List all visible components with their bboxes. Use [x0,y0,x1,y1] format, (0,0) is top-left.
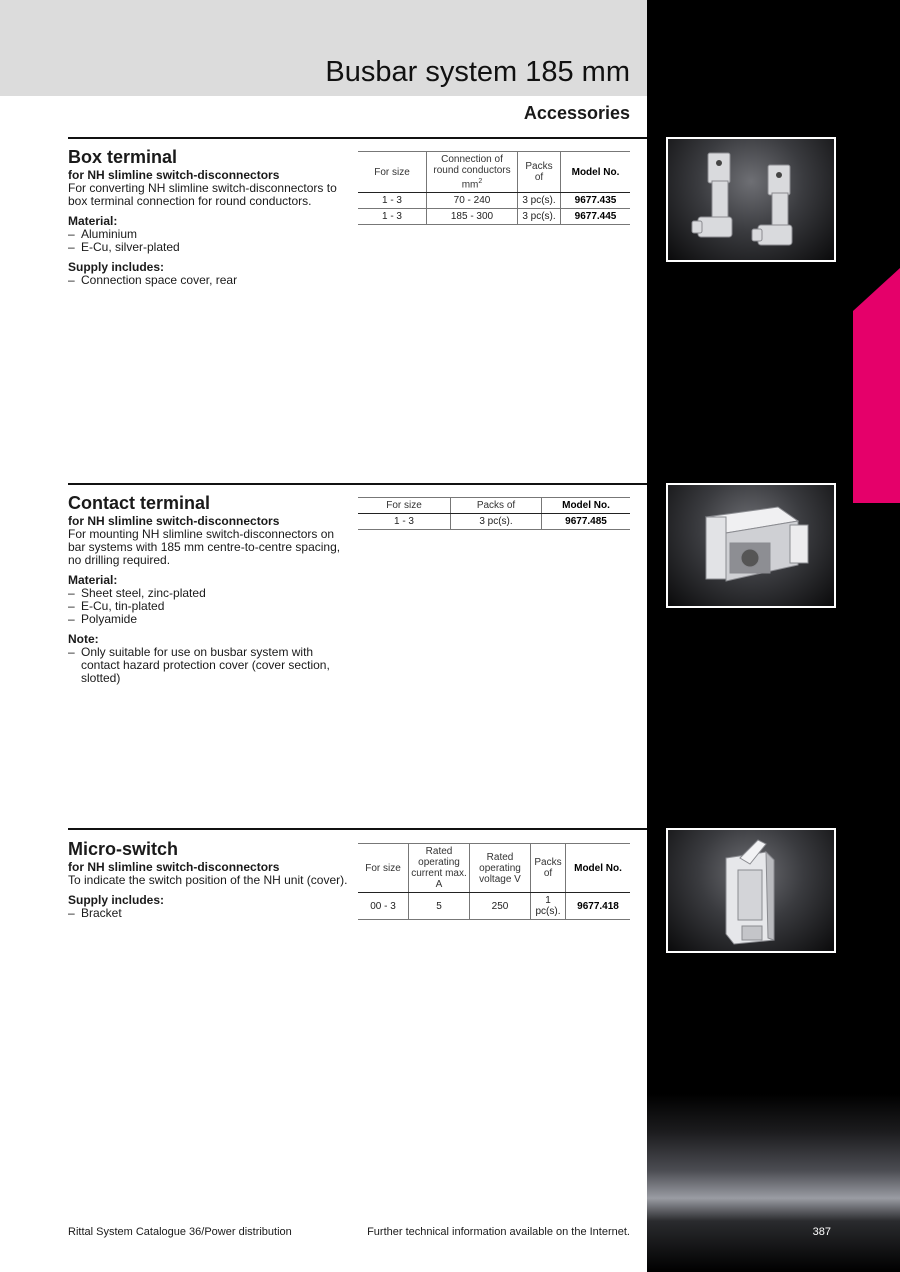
product-photo-contact-terminal [666,483,836,608]
section-title-box-terminal: Box terminal [68,147,178,167]
column-header: Rated operating voltage V [470,844,531,893]
description: For converting NH slimline switch-disconnectors to box terminal connection for round conductors. [68,181,337,208]
material-label: Material: [68,214,118,228]
column-header: Model No. [561,152,631,193]
supply-list [68,907,348,920]
table-cell: 5 [409,893,470,920]
contact-terminal-illustration [668,485,834,606]
subtitle: for NH slimline switch-disconnectors [68,168,280,182]
section-title-micro-switch: Micro-switch [68,839,179,859]
table-cell: 00 - 3 [358,893,409,920]
table-cell: 70 - 240 [427,193,518,209]
table-cell: 185 - 300 [427,209,518,225]
model-number: 9677.485 [542,514,631,530]
model-number: 9677.445 [561,209,631,225]
spec-table-contact-terminal [358,497,630,530]
table-row [358,193,630,209]
list-item: – Aluminium [68,228,348,241]
list-item: – Only suitable for use on busbar system with contact hazard protection cover (cover section, slotted) [68,646,348,685]
section-body-box-terminal [68,169,348,287]
section-divider [68,137,647,139]
footer-catalogue: Rittal System Catalogue 36/Power distribution [68,1226,292,1238]
header-unit: mm [461,179,479,191]
supply-list [68,274,348,287]
column-header: Model No. [566,844,631,893]
supply-label: Supply includes: [68,260,165,274]
column-header: Packs of [451,498,542,514]
micro-switch-illustration [668,830,834,951]
table-cell: 3 pc(s). [518,209,561,225]
column-header: Rated operating current max. A [409,844,470,893]
footer-info: Further technical information available on the Internet. [367,1226,630,1238]
table-cell: 1 - 3 [358,209,427,225]
column-header: Packs of [518,152,561,193]
note-label: Note: [68,632,99,646]
list-item: – E-Cu, silver-plated [68,241,348,254]
table-row [358,514,630,530]
column-header: For size [358,498,451,514]
table-row [358,209,630,225]
column-header: For size [358,844,409,893]
table-cell: 250 [470,893,531,920]
table-cell: 1 pc(s). [531,893,566,920]
model-number: 9677.435 [561,193,631,209]
table-cell: 1 - 3 [358,514,451,530]
section-divider [68,483,647,485]
subtitle: for NH slimline switch-disconnectors [68,860,280,874]
table-cell: 1 - 3 [358,193,427,209]
table-cell: 3 pc(s). [451,514,542,530]
column-header: Model No. [542,498,631,514]
column-header [427,152,518,193]
product-photo-box-terminal [666,137,836,262]
spec-table-box-terminal [358,151,630,225]
column-header: Packs of [531,844,566,893]
list-item: – Connection space cover, rear [68,274,348,287]
list-item: – Bracket [68,907,348,920]
box-terminal-illustration [668,139,834,260]
material-list [68,228,348,254]
subtitle: for NH slimline switch-disconnectors [68,514,280,528]
spec-table-micro-switch [358,843,630,920]
product-photo-micro-switch [666,828,836,953]
table-cell: 3 pc(s). [518,193,561,209]
header-unit-exponent: 2 [478,178,483,185]
supply-label: Supply includes: [68,893,165,907]
model-number: 9677.418 [566,893,631,920]
section-body-micro-switch [68,861,348,920]
material-list [68,587,348,626]
section-divider [68,828,647,830]
list-item: – Sheet steel, zinc-plated [68,587,348,600]
note-list [68,646,348,685]
header-text: Connection of round conductors [433,154,511,176]
material-label: Material: [68,573,118,587]
table-row [358,893,630,920]
description: For mounting NH slimline switch-disconnectors on bar systems with 185 mm centre-to-centre spacing, no drilling required. [68,527,341,567]
page-number: 387 [812,1226,831,1238]
description: To indicate the switch position of the NH unit (cover). [68,873,348,887]
section-title-contact-terminal: Contact terminal [68,493,211,513]
list-item: – Polyamide [68,613,348,626]
page-subtitle: Accessories [523,103,630,123]
page-title: Busbar system 185 mm [325,56,630,88]
section-body-contact-terminal [68,515,348,685]
column-header: For size [358,152,427,193]
list-item: – E-Cu, tin-plated [68,600,348,613]
